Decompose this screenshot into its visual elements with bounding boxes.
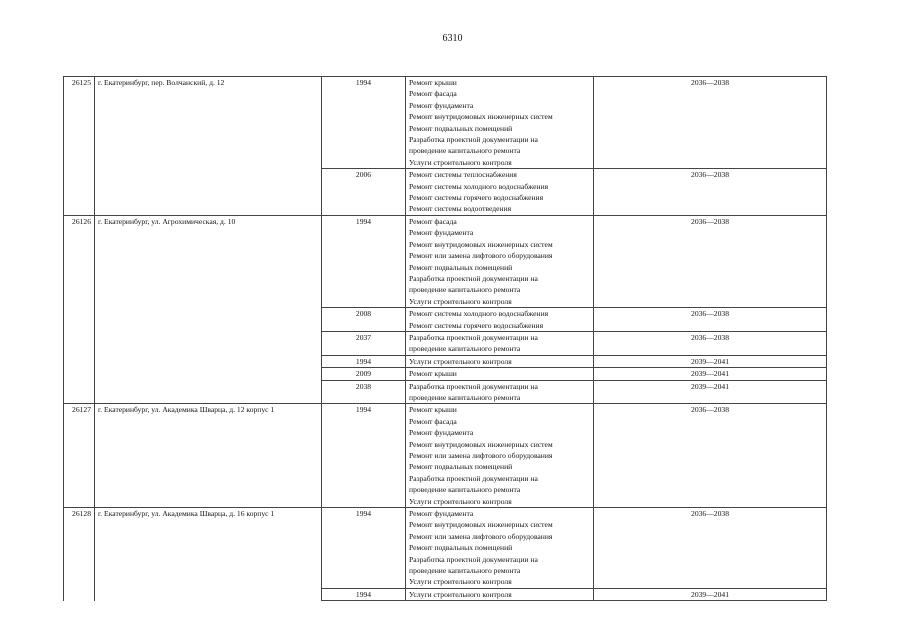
work-item: Услуги строительного контроля [409,157,512,167]
period-cell: 2036—2038 [594,331,827,355]
address-cell: г. Екатеринбург, ул. Академика Шварца, д. 16 корпус 1 [95,508,322,601]
year-cell: 1994 [322,508,406,589]
work-item: Ремонт или замена лифтового оборудования [409,451,553,460]
works-cell [406,331,594,355]
works-cell [406,588,594,600]
work-item: Разработка проектной документации на [409,273,538,283]
period-cell: 2036—2038 [594,169,827,216]
works-cell [406,404,594,508]
works-cell [406,77,594,169]
work-item: Ремонт фундамента [409,428,474,438]
building-id-cell: 26127 [64,404,95,508]
work-item: Ремонт системы горячего водоснабжения [409,193,544,203]
work-item: Ремонт крыши [409,369,457,379]
work-item: Ремонт системы теплоснабжения [409,170,517,180]
work-item: проведение капитального ремонта [409,566,521,576]
period-cell: 2036—2038 [594,508,827,589]
works-cell [406,215,594,307]
year-cell: 2008 [322,308,406,332]
work-item: Разработка проектной документации на [409,135,538,145]
work-item: Услуги строительного контроля [409,577,512,587]
works-cell [406,308,594,332]
work-item: Ремонт подвальных помещений [409,123,513,133]
building-id-cell: 26126 [64,215,95,404]
work-item: Ремонт или замена лифтового оборудования [409,251,553,261]
year-cell: 1994 [322,355,406,367]
work-item: Разработка проектной документации на [409,473,538,483]
year-cell: 2009 [322,368,406,380]
work-item: Ремонт фундамента [409,509,474,519]
work-item: Ремонт внутридомовых инженерных систем [409,439,553,449]
works-cell [406,169,594,216]
year-cell: 1994 [322,588,406,600]
work-item: Ремонт системы горячего водоснабжения [409,320,544,330]
work-item: Разработка проектной документации на [409,554,538,564]
work-item: Ремонт внутридомовых инженерных систем [409,112,553,122]
work-item: Услуги строительного контроля [409,296,512,306]
period-cell: 2036—2038 [594,215,827,307]
building-id-cell: 26125 [64,77,95,216]
table-row [64,215,827,307]
work-item: проведение капитального ремонта [409,146,521,156]
period-cell: 2039—2041 [594,368,827,380]
work-item: Ремонт внутридомовых инженерных систем [409,520,553,530]
work-item: Услуги строительного контроля [409,589,512,599]
year-cell: 1994 [322,215,406,307]
works-cell [406,355,594,367]
year-cell: 1994 [322,404,406,508]
work-item: Ремонт системы холодного водоснабжения [409,309,549,319]
building-id-cell: 26128 [64,508,95,601]
works-cell [406,508,594,589]
work-item: Ремонт подвальных помещений [409,543,513,553]
period-cell: 2036—2038 [594,404,827,508]
work-item: Ремонт фасада [409,216,457,226]
work-item: Разработка проектной документации на [409,381,538,391]
table-body [64,77,827,601]
work-item: Ремонт крыши [409,405,457,415]
period-cell: 2039—2041 [594,355,827,367]
address-cell: г. Екатеринбург, ул. Агрохимическая, д. 10 [95,215,322,404]
year-cell: 2038 [322,380,406,404]
works-cell [406,380,594,404]
work-item: Услуги строительного контроля [409,496,512,506]
year-cell: 1994 [322,77,406,169]
work-item: Ремонт системы водоотведения [409,204,512,214]
address-cell: г. Екатеринбург, ул. Академика Шварца, д. 12 корпус 1 [95,404,322,508]
work-item: Ремонт или замена лифтового оборудования [409,531,553,541]
work-item: Ремонт фундамента [409,100,474,110]
period-cell: 2039—2041 [594,380,827,404]
work-item: Услуги строительного контроля [409,356,512,366]
work-item: проведение капитального ремонта [409,392,521,402]
work-item: Ремонт системы холодного водоснабжения [409,181,549,191]
work-item: проведение капитального ремонта [409,344,521,354]
table-row [64,508,827,589]
year-cell: 2037 [322,331,406,355]
address-cell: г. Екатеринбург, пер. Волчанский, д. 12 [95,77,322,216]
table-row [64,404,827,508]
page-number: 6310 [442,33,463,44]
work-item: Разработка проектной документации на [409,332,538,342]
table-row [64,77,827,169]
work-item: Ремонт подвальных помещений [409,262,513,272]
work-item: проведение капитального ремонта [409,285,521,295]
work-item: Ремонт крыши [409,78,457,87]
work-item: Ремонт внутридомовых инженерных систем [409,239,553,249]
work-item: Ремонт фундамента [409,228,474,238]
period-cell: 2039—2041 [594,588,827,600]
work-item: Ремонт подвальных помещений [409,462,513,472]
period-cell: 2036—2038 [594,308,827,332]
works-cell [406,368,594,380]
year-cell: 2006 [322,169,406,216]
work-item: проведение капитального ремонта [409,485,521,495]
repair-schedule-table [63,76,827,601]
period-cell: 2036—2038 [594,77,827,169]
work-item: Ремонт фасада [409,89,457,99]
work-item: Ремонт фасада [409,416,457,426]
